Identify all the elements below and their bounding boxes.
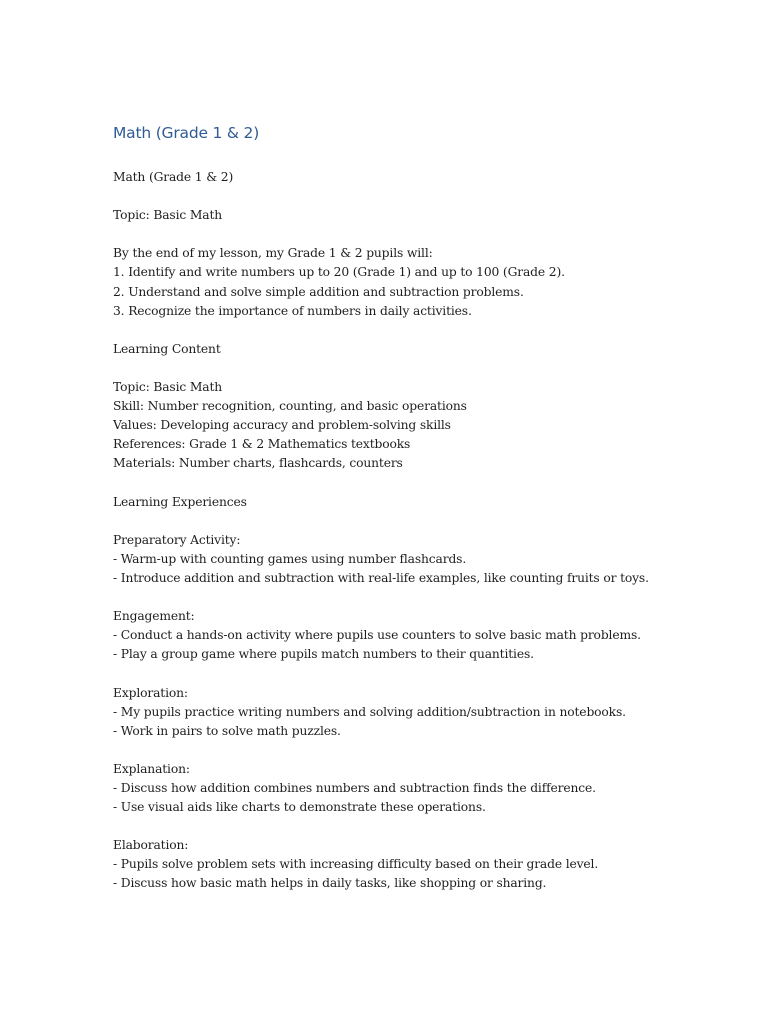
- text-line: By the end of my lesson, my Grade 1 & 2 pupils will:: [113, 246, 433, 261]
- text-line: - Work in pairs to solve math puzzles.: [113, 723, 341, 738]
- text-line: - Conduct a hands-on activity where pupils use counters to solve basic math problems.: [113, 628, 641, 643]
- text-line: Materials: Number charts, flashcards, counters: [113, 456, 403, 471]
- paragraph-block: [113, 493, 713, 512]
- document-heading: Math (Grade 1 & 2): [113, 124, 260, 142]
- paragraph-block: [113, 206, 713, 225]
- paragraph-block: [113, 531, 713, 588]
- text-line: Topic: Basic Math: [113, 208, 223, 223]
- paragraph-block: [113, 760, 713, 817]
- text-line: References: Grade 1 & 2 Mathematics textbooks: [113, 437, 411, 452]
- text-line: - Play a group game where pupils match numbers to their quantities.: [113, 647, 534, 662]
- paragraph-block: [113, 168, 713, 187]
- text-line: Values: Developing accuracy and problem-solving skills: [113, 418, 451, 433]
- paragraph-block: [113, 340, 713, 359]
- text-line: - Warm-up with counting games using number flashcards.: [113, 551, 467, 566]
- paragraph-block: [113, 836, 713, 893]
- text-line: Explanation:: [113, 761, 190, 776]
- paragraph-block: [113, 607, 713, 664]
- text-line: Exploration:: [113, 685, 188, 700]
- text-line: - Pupils solve problem sets with increasing difficulty based on their grade level.: [113, 857, 599, 872]
- text-line: Math (Grade 1 & 2): [113, 170, 234, 184]
- text-line: - My pupils practice writing numbers and solving addition/subtraction in notebooks.: [113, 704, 626, 719]
- text-line: - Discuss how addition combines numbers and subtraction finds the difference.: [113, 781, 596, 795]
- text-line: Skill: Number recognition, counting, and basic operations: [113, 399, 467, 414]
- text-line: 1. Identify and write numbers up to 20 (Grade 1) and up to 100 (Grade 2).: [113, 265, 565, 280]
- text-line: Preparatory Activity:: [113, 532, 241, 547]
- text-line: - Introduce addition and subtraction with real-life examples, like counting fruits or toys.: [113, 570, 649, 585]
- text-line: Elaboration:: [113, 838, 189, 853]
- paragraph-block: [113, 244, 713, 320]
- paragraph-block: [113, 378, 713, 473]
- text-line: - Use visual aids like charts to demonstrate these operations.: [113, 800, 486, 815]
- text-line: Topic: Basic Math: [113, 380, 223, 395]
- document-body: [113, 168, 713, 913]
- text-line: - Discuss how basic math helps in daily tasks, like shopping or sharing.: [113, 876, 547, 891]
- text-line: Learning Experiences: [113, 494, 247, 509]
- text-line: Learning Content: [113, 341, 221, 356]
- text-line: 3. Recognize the importance of numbers in daily activities.: [113, 303, 472, 318]
- text-line: 2. Understand and solve simple addition and subtraction problems.: [113, 284, 524, 299]
- paragraph-block: [113, 684, 713, 741]
- text-line: Engagement:: [113, 609, 195, 624]
